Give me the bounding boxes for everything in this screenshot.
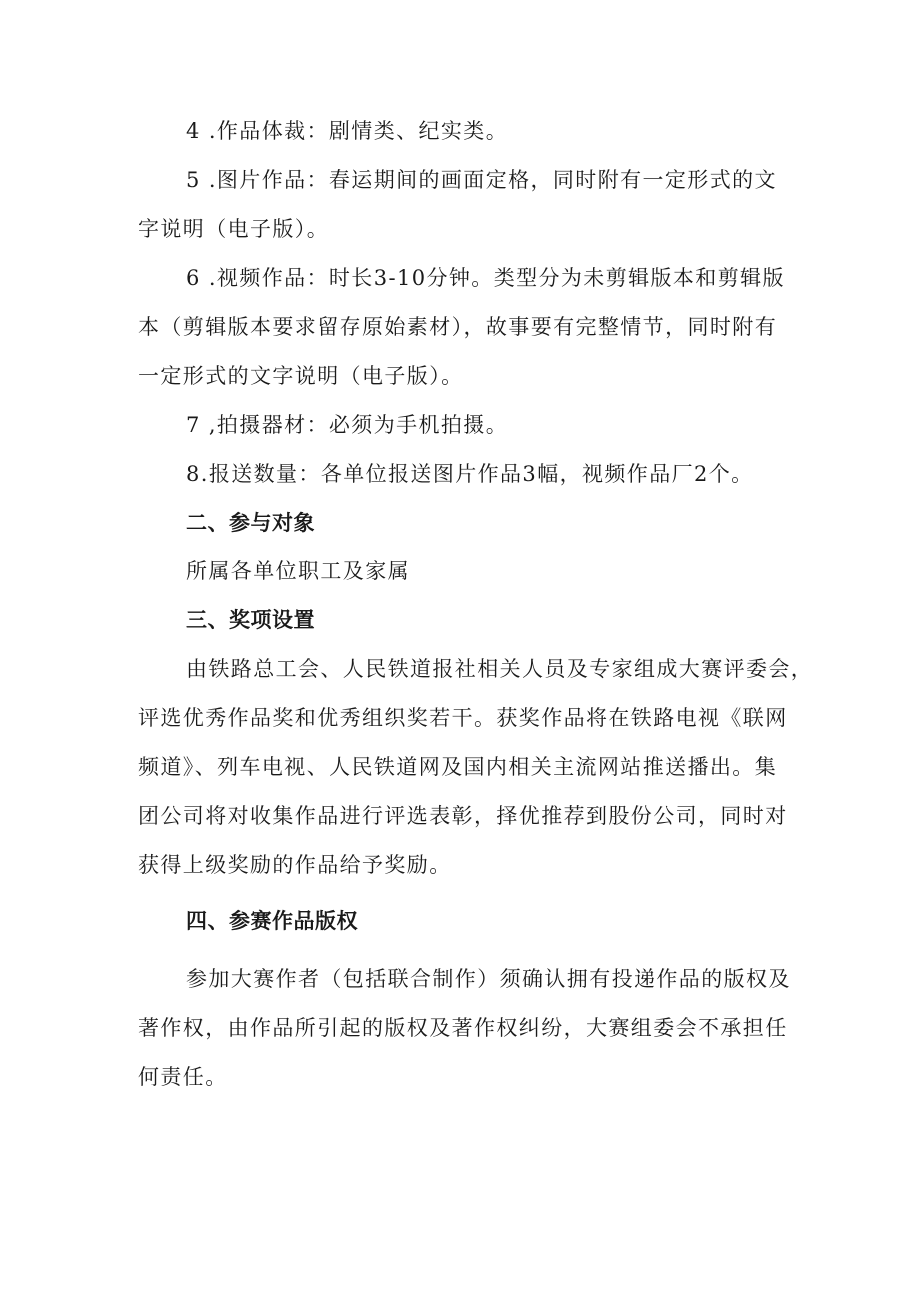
participants-text: 所属各单位职工及家属 bbox=[186, 559, 410, 583]
item-5-image-works-cont: 字说明（电子版）。 bbox=[138, 217, 330, 241]
awards-text-1: 由铁路总工会、人民铁道报社相关人员及专家组成大赛评委会， bbox=[186, 657, 814, 681]
awards-text-4: 团公司将对收集作品进行评选表彰，择优推荐到股份公司，同时对 bbox=[138, 804, 788, 828]
copyright-text-3: 何责任。 bbox=[138, 1065, 228, 1089]
item-6-video-works-cont-2: 一定形式的文字说明（电子版）。 bbox=[138, 364, 464, 388]
copyright-text-1: 参加大赛作者（包括联合制作）须确认拥有投递作品的版权及 bbox=[186, 967, 791, 991]
section-heading-awards: 三、奖项设置 bbox=[186, 608, 315, 632]
item-6-video-works: 6 .视频作品：时长3-10分钟。类型分为未剪辑版本和剪辑版 bbox=[186, 266, 785, 290]
item-5-image-works: 5 .图片作品：春运期间的画面定格，同时附有一定形式的文 bbox=[186, 168, 777, 192]
section-heading-participants: 二、参与对象 bbox=[186, 511, 315, 535]
item-7-equipment: 7 ,拍摄器材：必须为手机拍摄。 bbox=[186, 413, 509, 437]
item-6-video-works-cont-1: 本（剪辑版本要求留存原始素材），故事要有完整情节，同时附有 bbox=[138, 315, 778, 339]
item-4-genre: 4 .作品体裁：剧情类、纪实类。 bbox=[186, 119, 509, 143]
awards-text-5: 获得上级奖励的作品给予奖励。 bbox=[138, 853, 452, 877]
copyright-text-2: 著作权，由作品所引起的版权及著作权纠纷，大赛组委会不承担任 bbox=[138, 1016, 788, 1040]
awards-text-2: 评选优秀作品奖和优秀组织奖若干。获奖作品将在铁路电视《联网 bbox=[138, 706, 788, 730]
awards-text-3: 频道》、列车电视、人民铁道网及国内相关主流网站推送播出。集 bbox=[138, 755, 778, 779]
section-heading-copyright: 四、参赛作品版权 bbox=[186, 909, 358, 933]
item-8-quantity: 8.报送数量：各单位报送图片作品3幅，视频作品厂2个。 bbox=[186, 462, 754, 486]
